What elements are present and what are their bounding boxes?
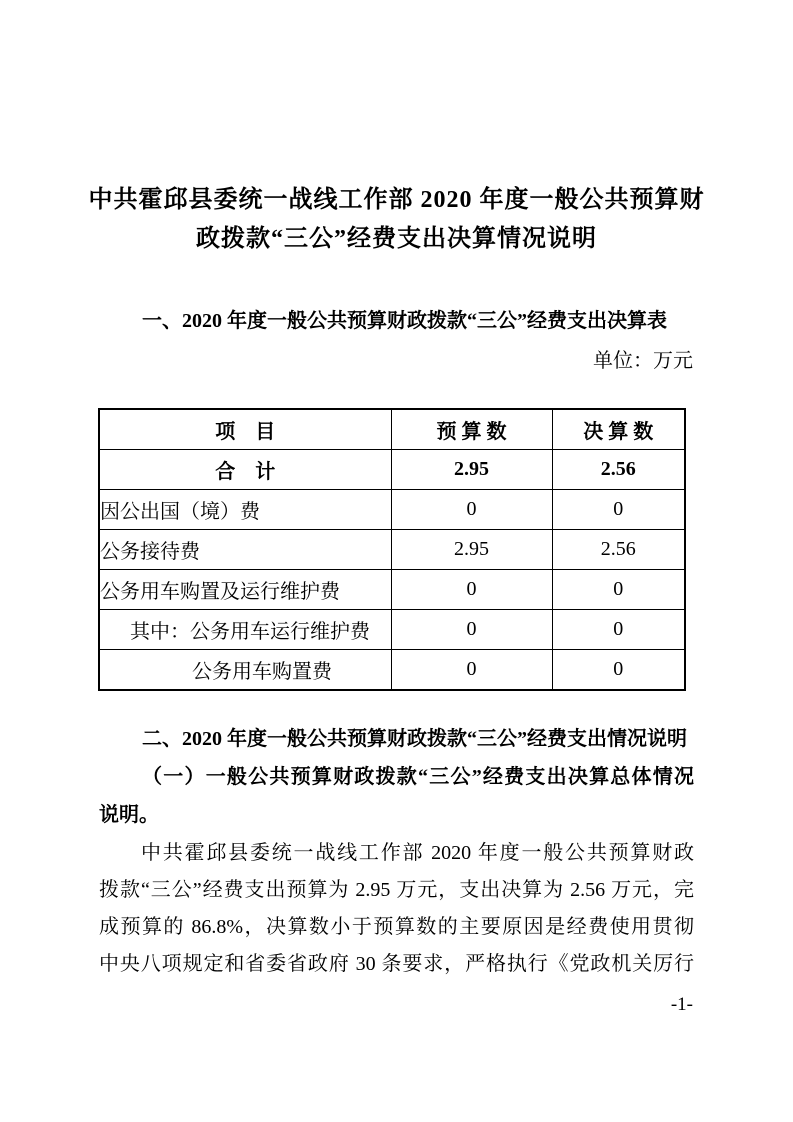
header-budget: 预 算 数 bbox=[391, 409, 552, 450]
row-label: 公务用车购置及运行维护费 bbox=[99, 570, 391, 610]
table-header-row bbox=[99, 409, 685, 450]
subsection-heading-line-2: 说明。 bbox=[99, 804, 159, 826]
final-value: 0 bbox=[552, 650, 685, 691]
body-paragraph-line-2: 拨款“三公”经费支出预算为 2.95 万元，支出决算为 2.56 万元，完 bbox=[99, 879, 694, 901]
title-line-1: 中共霍邱县委统一战线工作部 2020 年度一般公共预算财 bbox=[88, 187, 705, 213]
row-label: 其中：公务用车运行维护费 bbox=[99, 610, 391, 650]
section1-heading: 一、2020 年度一般公共预算财政拨款“三公”经费支出决算表 bbox=[142, 310, 667, 332]
row-label: 因公出国（境）费 bbox=[99, 490, 391, 530]
row-label: 公务接待费 bbox=[99, 530, 391, 570]
page-number: -1- bbox=[670, 994, 693, 1015]
table-row-vehicle-maintenance bbox=[99, 610, 685, 650]
table-row-vehicle-total bbox=[99, 570, 685, 610]
unit-note: 单位：万元 bbox=[593, 350, 693, 372]
budget-value: 0 bbox=[391, 650, 552, 691]
table-row-total bbox=[99, 450, 685, 490]
body-paragraph-line-4: 中央八项规定和省委省政府 30 条要求，严格执行《党政机关厉行 bbox=[99, 953, 694, 975]
row-label: 合 计 bbox=[99, 450, 391, 490]
final-value: 0 bbox=[552, 610, 685, 650]
body-paragraph-line-3: 成预算的 86.8%，决算数小于预算数的主要原因是经费使用贯彻 bbox=[99, 916, 694, 938]
budget-value: 2.95 bbox=[391, 450, 552, 490]
header-final: 决 算 数 bbox=[552, 409, 685, 450]
final-value: 0 bbox=[552, 570, 685, 610]
budget-value: 0 bbox=[391, 610, 552, 650]
final-value: 2.56 bbox=[552, 450, 685, 490]
title-line-2: 政拨款“三公”经费支出决算情况说明 bbox=[196, 226, 597, 252]
budget-value: 0 bbox=[391, 490, 552, 530]
three-public-expense-table bbox=[98, 408, 686, 691]
body-paragraph-line-1: 中共霍邱县委统一战线工作部 2020 年度一般公共预算财政 bbox=[141, 842, 694, 864]
section2-heading: 二、2020 年度一般公共预算财政拨款“三公”经费支出情况说明 bbox=[142, 728, 687, 750]
document-title bbox=[0, 181, 793, 259]
header-item: 项 目 bbox=[99, 409, 391, 450]
budget-value: 2.95 bbox=[391, 530, 552, 570]
final-value: 2.56 bbox=[552, 530, 685, 570]
table-row-reception bbox=[99, 530, 685, 570]
subsection-heading-line-1: （一）一般公共预算财政拨款“三公”经费支出决算总体情况 bbox=[142, 766, 694, 788]
table-row-abroad bbox=[99, 490, 685, 530]
row-label: 公务用车购置费 bbox=[99, 650, 391, 691]
final-value: 0 bbox=[552, 490, 685, 530]
table-row-vehicle-purchase bbox=[99, 650, 685, 691]
budget-value: 0 bbox=[391, 570, 552, 610]
